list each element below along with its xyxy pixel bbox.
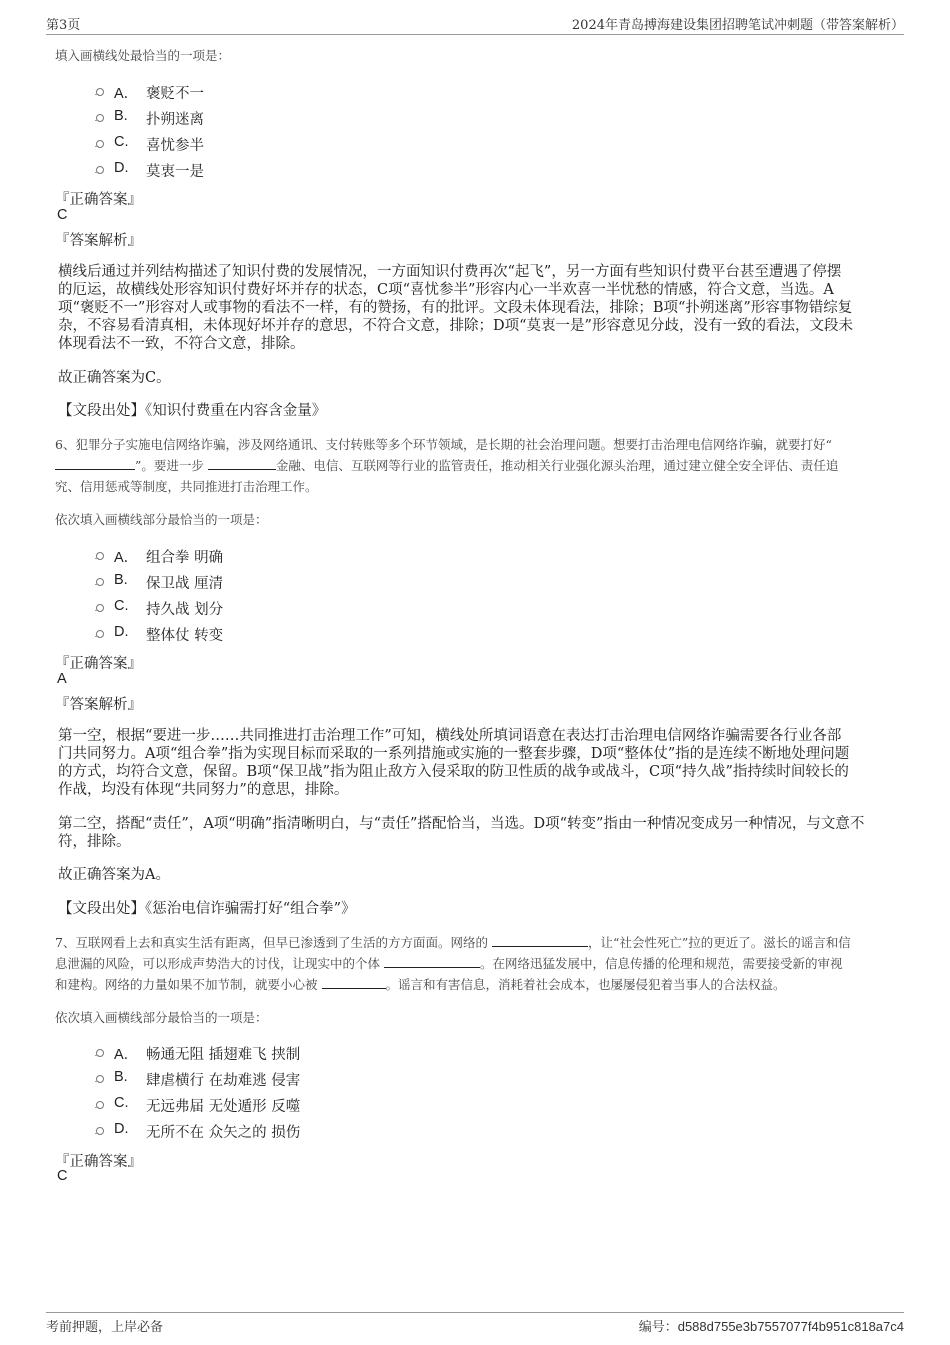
- q6-source: 【文段出处】《惩治电信诈骗需打好“组合拳”》: [58, 901, 356, 917]
- q5-answer-heading: 『正确答案』: [55, 192, 142, 208]
- q6-stem-text: 金融、电信、互联网等行业的监管责任，推动相关行业强化源头治理，通过建立健全安全评估、责任追: [275, 458, 839, 473]
- radio-icon[interactable]: [96, 552, 104, 560]
- q6-conclusion: 故正确答案为A。: [58, 867, 170, 883]
- option-label: D.: [114, 160, 129, 176]
- radio-icon[interactable]: [96, 1075, 104, 1083]
- analysis-line: 项“褒贬不一”形容对人或事物的看法不一样，有的赞扬，有的批评。文段未体现看法，排除；B项“扑朔迷离”形容事物错综复: [58, 300, 853, 316]
- q5-answer: C: [57, 207, 68, 223]
- q6-stem: [55, 434, 900, 497]
- analysis-line: 的方式，均符合文意，保留。B项“保卫战”指为阻止敌方入侵采取的防卫性质的战争或战斗，C项“持久战”指持续时间较长的: [58, 764, 849, 780]
- radio-icon[interactable]: [96, 140, 104, 148]
- option-text: 扑朔迷离: [146, 112, 204, 128]
- q7-stem-text: 息泄漏的风险，可以形成声势浩大的讨伐，让现实中的个体: [55, 956, 381, 971]
- document-title: 2024年青岛搏海建设集团招聘笔试冲刺题（带答案解析）: [571, 18, 904, 33]
- option-label: C.: [114, 598, 129, 614]
- radio-icon[interactable]: [96, 1101, 104, 1109]
- q6-stem-text: 6、犯罪分子实施电信网络诈骗，涉及网络通讯、支付转账等多个环节领域，是长期的社会治理问题。想要打击治理电信网络诈骗，就要打好“: [55, 437, 832, 452]
- page-footer: [46, 1312, 904, 1335]
- analysis-line: 第一空，根据“要进一步……共同推进打击治理工作”可知，横线处所填词语意在表达打击治理电信网络诈骗需要各行业各部: [58, 728, 842, 744]
- q7-stem-text: 和建构。网络的力量如果不加节制，就要小心被: [55, 977, 318, 992]
- q5-source: 【文段出处】《知识付费重在内容含金量》: [58, 403, 327, 419]
- option-label: A．: [114, 550, 139, 566]
- option-text: 整体仗 转变: [146, 628, 224, 644]
- option-label: B.: [114, 572, 128, 588]
- q7-blank-1[interactable]: [492, 934, 588, 947]
- q7-stem-text: ，让“社会性死亡”拉的更近了。滋长的谣言和信: [587, 935, 851, 950]
- q6-stem-text: 究、信用惩戒等制度，共同推进打击治理工作。: [55, 479, 318, 494]
- analysis-line: 门共同努力。A项“组合拳”指为实现目标而采取的一系列措施或实施的一整套步骤，D项“整体仗”指的是连续不断地处理问题: [58, 746, 850, 762]
- option-text: 无所不在 众矢之的 损伤: [146, 1125, 301, 1141]
- option-text: 褒贬不一: [146, 86, 204, 102]
- q5-analysis: [58, 263, 898, 353]
- footer-slogan: 考前押题，上岸必备: [46, 1320, 164, 1335]
- q6-analysis-heading: 『答案解析』: [55, 697, 142, 713]
- q6-analysis-1: [58, 727, 898, 799]
- q7-blank-2[interactable]: [384, 955, 480, 968]
- option-text: 无远弗届 无处遁形 反噬: [146, 1099, 301, 1115]
- q5-prompt: 填入画横线处最恰当的一项是：: [55, 48, 231, 63]
- option-text: 保卫战 厘清: [146, 576, 224, 592]
- q7-answer-heading: 『正确答案』: [55, 1154, 142, 1170]
- q6-analysis-2: [58, 815, 898, 851]
- option-text: 肆虐横行 在劫难逃 侵害: [146, 1073, 301, 1089]
- q6-answer: A: [57, 671, 67, 687]
- code-value: d588d755e3b7557077f4b951c818a7c4: [677, 1319, 904, 1334]
- option-text: 组合拳 明确: [146, 550, 224, 566]
- analysis-line: 符，排除。: [58, 834, 131, 850]
- analysis-line: 第二空，搭配“责任”，A项“明确”指清晰明白，与“责任”搭配恰当，当选。D项“转变”指由一种情况变成另一种情况，与文意不: [58, 816, 865, 832]
- radio-icon[interactable]: [96, 114, 104, 122]
- q6-blank-2[interactable]: [208, 457, 276, 470]
- option-label: C.: [114, 134, 129, 150]
- q7-prompt: 依次填入画横线部分最恰当的一项是：: [55, 1010, 268, 1025]
- q7-stem-text: 7、互联网看上去和真实生活有距离，但早已渗透到了生活的方方面面。网络的: [55, 935, 488, 950]
- q6-answer-heading: 『正确答案』: [55, 656, 142, 672]
- q7-stem-text: 。在网络迅猛发展中，信息传播的伦理和规范，需要接受新的审视: [480, 956, 843, 971]
- code-label: 编号：: [638, 1320, 678, 1335]
- option-text: 畅通无阻 插翅难飞 挟制: [146, 1047, 301, 1063]
- analysis-line: 横线后通过并列结构描述了知识付费的发展情况，一方面知识付费再次“起飞”，另一方面有些知识付费平台甚至遭遇了停摆: [58, 264, 842, 280]
- option-label: B.: [114, 1069, 128, 1085]
- q7-blank-3[interactable]: [322, 976, 386, 989]
- q5-conclusion: 故正确答案为C。: [58, 370, 171, 386]
- analysis-line: 体现看法不一致，不符合文意，排除。: [58, 336, 305, 352]
- q6-blank-1[interactable]: [55, 457, 135, 470]
- option-text: 莫衷一是: [146, 164, 204, 180]
- option-label: A．: [114, 1047, 139, 1063]
- option-label: C.: [114, 1095, 129, 1111]
- page-header: [46, 14, 904, 35]
- option-text: 持久战 划分: [146, 602, 224, 618]
- option-label: D.: [114, 624, 129, 640]
- radio-icon[interactable]: [96, 88, 104, 96]
- q5-analysis-heading: 『答案解析』: [55, 233, 142, 249]
- analysis-line: 的厄运，故横线处形容知识付费好坏并存的状态，C项“喜忧参半”形容内心一半欢喜一半忧愁的情感，符合文意，当选。A: [58, 282, 834, 298]
- option-label: A．: [114, 86, 139, 102]
- q6-stem-text: ”。要进一步: [135, 458, 204, 473]
- radio-icon[interactable]: [96, 604, 104, 612]
- option-label: B.: [114, 108, 128, 124]
- option-text: 喜忧参半: [146, 138, 204, 154]
- radio-icon[interactable]: [96, 1049, 104, 1057]
- radio-icon[interactable]: [96, 578, 104, 586]
- radio-icon[interactable]: [96, 1127, 104, 1135]
- radio-icon[interactable]: [96, 166, 104, 174]
- analysis-line: 作战，均没有体现“共同努力”的意思，排除。: [58, 782, 349, 798]
- q7-stem-text: 。谣言和有害信息，消耗着社会成本，也屡屡侵犯着当事人的合法权益。: [385, 977, 786, 992]
- analysis-line: 杂，不容易看清真相，未体现好坏并存的意思，不符合文意，排除；D项“莫衷一是”形容意见分歧，没有一致的看法，文段未: [58, 318, 853, 334]
- option-label: D.: [114, 1121, 129, 1137]
- q7-stem: [55, 932, 900, 995]
- radio-icon[interactable]: [96, 630, 104, 638]
- document-code: [639, 1316, 904, 1335]
- page-number: 第3页: [46, 18, 81, 33]
- q7-answer: C: [57, 1168, 68, 1184]
- q6-prompt: 依次填入画横线部分最恰当的一项是：: [55, 512, 268, 527]
